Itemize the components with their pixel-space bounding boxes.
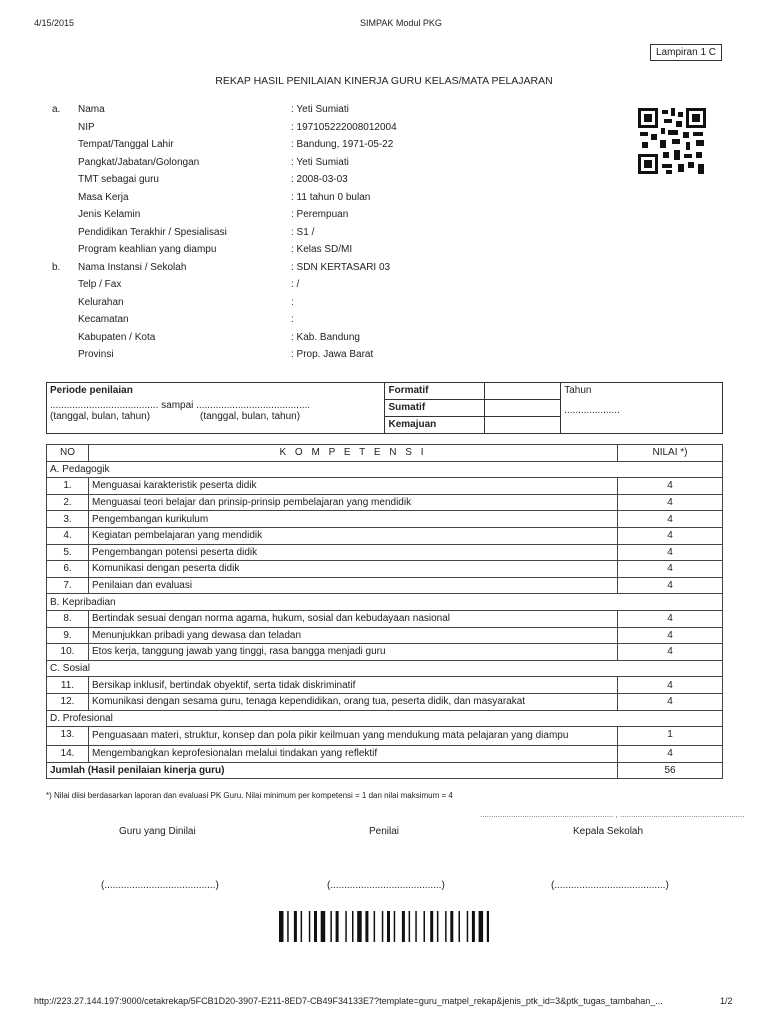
- barcode-bar: [459, 911, 461, 942]
- kemajuan-value[interactable]: [485, 417, 561, 434]
- competency-text: Etos kerja, tanggung jawab yang tinggi, rasa bangga menjadi guru: [89, 644, 618, 661]
- identity-value: : 2008-03-03: [291, 174, 348, 185]
- row-number: 5.: [47, 544, 89, 561]
- barcode-bar: [352, 911, 354, 942]
- competency-text: Komunikasi dengan sesama guru, tenaga kependidikan, orang tua, peserta didik, dan masyarakat: [89, 693, 618, 710]
- sig-guru-label: Guru yang Dinilai: [119, 826, 196, 837]
- sign-place-date-line: ............................................................ , ........................................................: [480, 810, 745, 819]
- table-row: [47, 544, 723, 561]
- table-row: [47, 627, 723, 644]
- identity-letter: b.: [52, 261, 61, 273]
- row-number: 12.: [47, 693, 89, 710]
- barcode-bar: [309, 911, 311, 942]
- sig-kepsek-label: Kepala Sekolah: [573, 826, 644, 837]
- row-number: 13.: [47, 727, 89, 746]
- competency-text: Bertindak sesuai dengan norma agama, hukum, sosial dan kebudayaan nasional: [89, 610, 618, 627]
- barcode-bar: [314, 911, 317, 942]
- identity-label: Masa Kerja: [78, 191, 129, 203]
- identity-value: : 197105222008012004: [291, 121, 397, 133]
- barcode-bar: [394, 911, 396, 942]
- identity-value: : Yeti Sumiati: [291, 156, 349, 168]
- barcode-bar: [357, 911, 362, 942]
- period-from-hint: (tanggal, bulan, tahun): [50, 411, 151, 422]
- barcode-bar: [487, 911, 489, 942]
- footnote: *) Nilai diisi berdasarkan laporan dan evaluasi PK Guru. Nilai minimum per kompetensi = 1 dan nilai maksimum = 4: [46, 791, 453, 800]
- competency-value: 4: [618, 677, 723, 694]
- identity-value: : 11 tahun 0 bulan: [291, 191, 371, 203]
- barcode-bar: [467, 911, 469, 942]
- table-row: [47, 511, 723, 528]
- competency-value: 4: [618, 627, 723, 644]
- identity-label: Pendidikan Terakhir / Spesialisasi: [78, 226, 227, 238]
- kemajuan-label: Kemajuan: [385, 417, 485, 434]
- total-label: Jumlah (Hasil penilaian kinerja guru): [47, 762, 618, 779]
- identity-label: Jenis Kelamin: [78, 209, 141, 220]
- document-title: REKAP HASIL PENILAIAN KINERJA GURU KELAS/MATA PELAJARAN: [215, 75, 553, 87]
- row-number: 2.: [47, 494, 89, 511]
- col-value-header: NILAI *): [618, 445, 723, 462]
- identity-value: :: [291, 314, 294, 325]
- table-row: [47, 693, 723, 710]
- identity-value: : Perempuan: [291, 209, 349, 220]
- sumatif-value[interactable]: [485, 400, 561, 417]
- row-number: 3.: [47, 511, 89, 528]
- barcode-bar: [450, 911, 453, 942]
- table-row: [47, 610, 723, 627]
- competency-text: Penguasaan materi, struktur, konsep dan pola pikir keilmuan yang mendukung mata pelajaran yang diampu: [89, 727, 618, 746]
- competency-text: Menguasai teori belajar dan prinsip-prinsip pembelajaran yang mendidik: [89, 494, 618, 511]
- barcode-bar: [301, 911, 303, 942]
- period-label: Periode penilaian: [50, 385, 133, 396]
- row-number: 4.: [47, 527, 89, 544]
- identity-letter: a.: [52, 104, 61, 115]
- barcode-bar: [336, 911, 339, 942]
- barcode-icon: [279, 911, 489, 942]
- col-no-header: NO: [47, 445, 89, 462]
- sig-penilai-name: (........................................): [327, 880, 445, 891]
- sig-guru-name: (........................................): [101, 880, 219, 891]
- section-title: D. Profesional: [47, 710, 723, 727]
- competency-text: Komunikasi dengan peserta didik: [89, 561, 618, 578]
- competency-value: 4: [618, 478, 723, 495]
- identity-label: Kabupaten / Kota: [78, 331, 156, 343]
- barcode-bar: [437, 911, 439, 942]
- competency-text: Mengembangkan keprofesionalan melalui tindakan yang reflektif: [89, 746, 618, 763]
- period-to-hint: (tanggal, bulan, tahun): [200, 411, 301, 422]
- formatif-label: Formatif: [385, 383, 485, 400]
- section-title: A. Pedagogik: [47, 461, 723, 478]
- competency-value: 4: [618, 746, 723, 763]
- barcode-bar: [294, 911, 297, 942]
- section-title: C. Sosial: [47, 660, 723, 677]
- barcode-bar: [472, 911, 475, 942]
- table-row: [47, 677, 723, 694]
- period-table: [46, 382, 723, 434]
- competency-value: 4: [618, 644, 723, 661]
- identity-label: Kelurahan: [78, 296, 124, 308]
- barcode-bar: [424, 911, 426, 942]
- table-row: [47, 494, 723, 511]
- barcode-bar: [479, 911, 484, 942]
- row-number: 7.: [47, 577, 89, 594]
- period-range: ....................................... sampai .........................................: [50, 400, 311, 411]
- identity-label: Nama: [78, 104, 105, 115]
- identity-value: : Kab. Bandung: [291, 331, 360, 343]
- identity-value: : Prop. Jawa Barat: [291, 349, 374, 360]
- table-row: [47, 561, 723, 578]
- row-number: 9.: [47, 627, 89, 644]
- col-competency-header: K O M P E T E N S I: [89, 445, 618, 462]
- print-title: SIMPAK Modul PKG: [360, 18, 442, 28]
- barcode-bar: [279, 911, 284, 942]
- competency-text: Pengembangan potensi peserta didik: [89, 544, 618, 561]
- lampiran-label: Lampiran 1 C: [650, 44, 722, 61]
- barcode-bar: [387, 911, 390, 942]
- identity-label: Telp / Fax: [78, 279, 122, 290]
- identity-value: : S1 /: [291, 226, 315, 238]
- identity-value: :: [291, 296, 294, 308]
- row-number: 14.: [47, 746, 89, 763]
- barcode-bar: [374, 911, 376, 942]
- identity-label: Tempat/Tanggal Lahir: [78, 139, 174, 150]
- competency-value: 4: [618, 544, 723, 561]
- qr-code-icon: [638, 108, 706, 174]
- competency-text: Menguasai karakteristik peserta didik: [89, 478, 618, 495]
- sig-kepsek-name: (........................................): [551, 880, 669, 891]
- sumatif-label: Sumatif: [385, 400, 485, 417]
- competency-value: 4: [618, 511, 723, 528]
- row-number: 8.: [47, 610, 89, 627]
- identity-value: : Yeti Sumiati: [291, 104, 349, 115]
- identity-label: NIP: [78, 121, 95, 133]
- barcode-bar: [330, 911, 332, 942]
- footer-page: 1/2: [720, 996, 733, 1006]
- barcode-bar: [409, 911, 411, 942]
- competency-value: 4: [618, 610, 723, 627]
- identity-value: : /: [291, 279, 300, 290]
- identity-label: Pangkat/Jabatan/Golongan: [78, 156, 200, 168]
- competency-value: 1: [618, 727, 723, 746]
- identity-value: : SDN KERTASARI 03: [291, 261, 391, 273]
- row-number: 10.: [47, 644, 89, 661]
- identity-value: : Kelas SD/MI: [291, 244, 353, 255]
- tahun-value: ....................: [564, 405, 620, 416]
- competency-text: Kegiatan pembelajaran yang mendidik: [89, 527, 618, 544]
- identity-value: : Bandung, 1971-05-22: [291, 139, 394, 150]
- barcode-bar: [430, 911, 433, 942]
- identity-label: Program keahlian yang diampu: [78, 244, 217, 255]
- table-row: [47, 727, 723, 746]
- table-row: [47, 644, 723, 661]
- barcode-bar: [382, 911, 384, 942]
- row-number: 11.: [47, 677, 89, 694]
- row-number: 6.: [47, 561, 89, 578]
- identity-label: TMT sebagai guru: [78, 174, 159, 185]
- competency-text: Pengembangan kurikulum: [89, 511, 618, 528]
- competency-value: 4: [618, 577, 723, 594]
- competency-value: 4: [618, 494, 723, 511]
- barcode-bar: [415, 911, 417, 942]
- table-row: [47, 577, 723, 594]
- barcode-bar: [287, 911, 289, 942]
- table-row: [47, 478, 723, 495]
- print-date: 4/15/2015: [34, 18, 75, 28]
- identity-label: Nama Instansi / Sekolah: [78, 261, 187, 273]
- competency-value: 4: [618, 693, 723, 710]
- barcode-bar: [365, 911, 368, 942]
- footer-url[interactable]: http://223.27.144.197:9000/cetakrekap/5FCB1D20-3907-E211-8ED7-CB49F34133E7?template=guru_matpel_rekap&jenis_ptk_id=3&ptk_tugas_tambahan_...: [34, 996, 663, 1006]
- barcode-bar: [402, 911, 405, 942]
- table-row: [47, 527, 723, 544]
- formatif-value[interactable]: [485, 383, 561, 400]
- identity-label: Kecamatan: [78, 314, 129, 325]
- total-value: 56: [618, 762, 723, 779]
- sig-penilai-label: Penilai: [369, 826, 400, 837]
- table-row: [47, 746, 723, 763]
- section-title: B. Kepribadian: [47, 594, 723, 611]
- barcode-bar: [345, 911, 347, 942]
- tahun-label: Tahun: [564, 385, 592, 396]
- competency-text: Menunjukkan pribadi yang dewasa dan teladan: [89, 627, 618, 644]
- competency-table: [46, 444, 723, 779]
- barcode-bar: [321, 911, 326, 942]
- identity-label: Provinsi: [78, 349, 114, 360]
- competency-text: Bersikap inklusif, bertindak obyektif, serta tidak diskriminatif: [89, 677, 618, 694]
- competency-value: 4: [618, 561, 723, 578]
- competency-value: 4: [618, 527, 723, 544]
- competency-text: Penilaian dan evaluasi: [89, 577, 618, 594]
- row-number: 1.: [47, 478, 89, 495]
- barcode-bar: [445, 911, 447, 942]
